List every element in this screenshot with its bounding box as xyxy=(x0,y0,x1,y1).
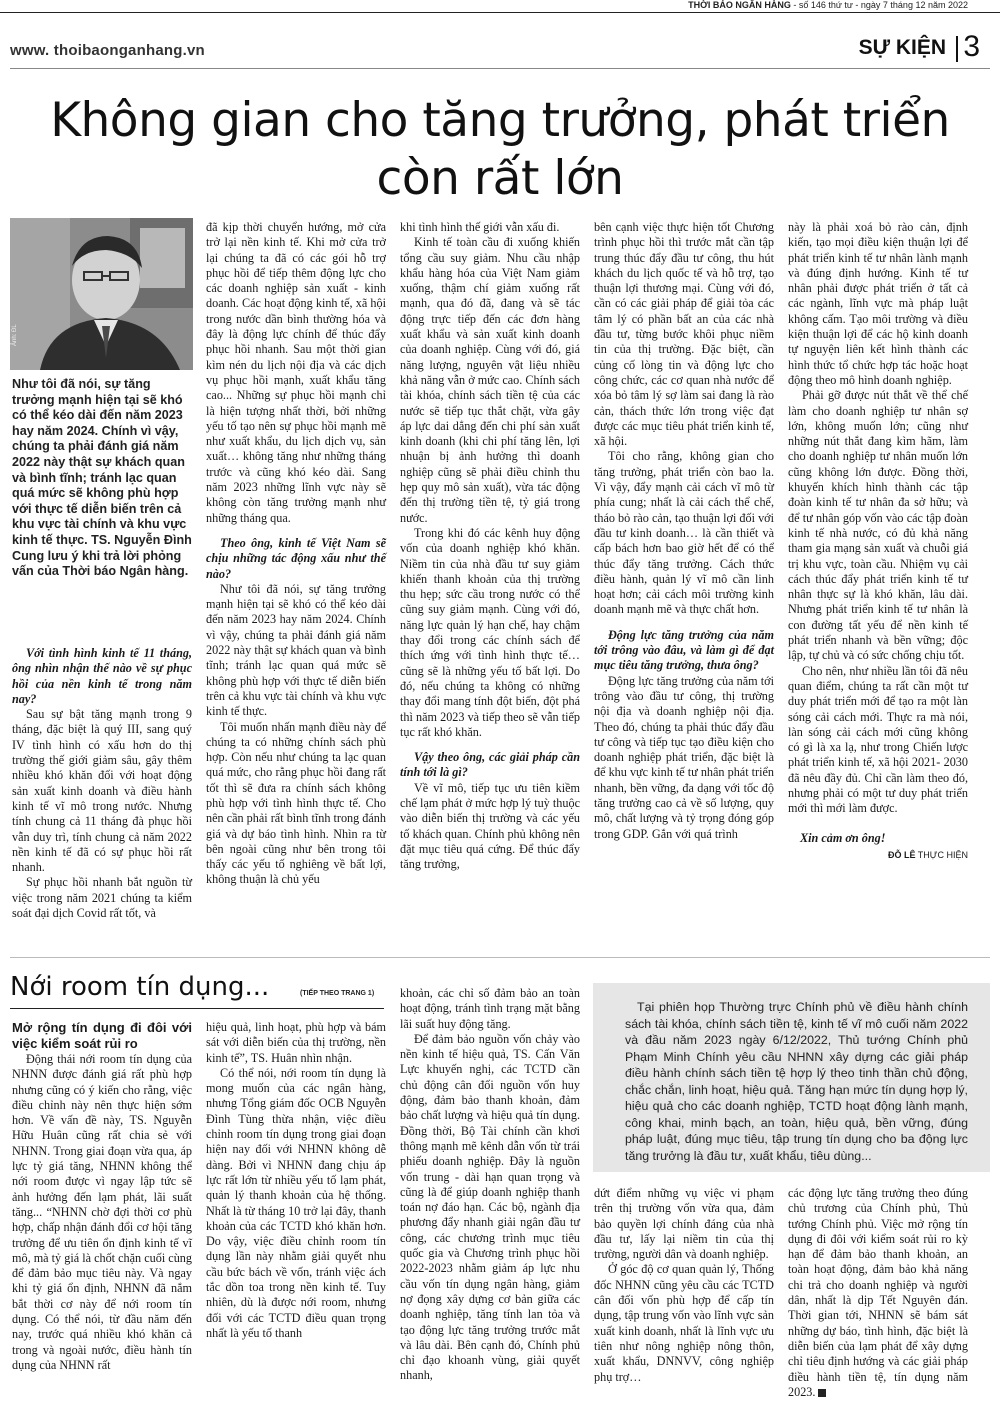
second-article-headline: Nới room tín dụng... xyxy=(10,972,270,1002)
interview-question: Với tình hình kinh tế 11 tháng, ông nhìn nhận thế nào về sự phục hồi của nền kinh tế trong năm nay? xyxy=(12,646,192,706)
body-paragraph: dứt điểm những vụ việc vi phạm trên thị trường vốn vừa qua, đảm bảo quyền lợi chính đáng của nhà đầu tư, lấy lại niềm tin của thị trường, người dân và doanh nghiệp. xyxy=(594,1186,774,1262)
page-number: 3 xyxy=(963,30,980,63)
end-of-article-mark xyxy=(818,1389,826,1397)
section-divider xyxy=(956,36,958,62)
article-column-2 xyxy=(206,220,386,888)
article-headline xyxy=(20,92,980,208)
header-rule xyxy=(10,68,990,69)
section-divider-rule xyxy=(10,957,990,958)
answer-paragraph: Sau sự bật tăng mạnh trong 9 tháng, đặc biệt là quý III, sang quý IV tình hình có xấu hơn do thị trường thế giới giảm sâu, gây thêm nhiều khó khăn đối với hoạt động sản xuất kinh doanh và điều hành kinh tế vĩ mô trong nước. Nhưng tính chung cả 11 tháng đà phục hồi vẫn duy trì, tính chung cả năm 2022 nền kinh tế đã có sự phục hồi rất nhanh. xyxy=(12,707,192,875)
second-article-column-5 xyxy=(788,1186,968,1400)
article-column-3 xyxy=(400,220,580,872)
answer-paragraph: Như tôi đã nói, sự tăng trưởng mạnh hiện tại sẽ khó có thể kéo dài đến năm 2023 hay năm 2024. Chính vì vậy, chúng ta phải đánh giá năm 2022 này thật sự khách quan và bình tĩnh; tránh lạc quan quá mức sẽ không phù hợp với thực tế diễn biến trên cả khu vực tài chính và khu vực kinh tế thực. xyxy=(206,581,386,719)
interview-question: Vậy theo ông, các giải pháp cần tính tới là gì? xyxy=(400,750,580,780)
highlight-box xyxy=(593,983,990,1172)
article-column-4 xyxy=(594,220,774,842)
continued-label: (TIẾP THEO TRANG 1) xyxy=(300,990,375,997)
answer-paragraph: Tôi cho rằng, không gian cho tăng trưởng, phát triển còn bao la. Vì vậy, đẩy mạnh cải cách vĩ mô từ phía cung; nhất là cải cách thể chế, tháo bỏ rào cản, tạo thuận lợi đối với đầu tư kinh doanh… là cần thiết và cấp bách hơn bao giờ hết để có thể thúc đẩy tăng trưởng. Cách thức điều hành, quản lý vĩ mô cần linh hoạt hơn; cải cách môi trường kinh doanh mạnh mẽ và thực chất hơn. xyxy=(594,449,774,617)
body-paragraph: Có thể nói, nới room tín dụng là mong muốn của các ngân hàng, nhưng Tổng giám đốc OCB Nguyễn Đình Tùng thừa nhận, việc điều chỉnh room tín dụng trong giai đoạn hiện nay đối với NHNN không dễ dàng. Bởi vì NHNN đang chịu áp lực rất lớn từ nhiều yếu tố lạm phát, quản lý thanh khoản của hệ thống. Nhất là từ tháng 10 trở lại đây, thanh khoản của các TCTD khó khăn hơn. Do vậy, việc điều chỉnh room tín dụng lần này nhằm giải quyết nhu cầu bức bách về vốn, tránh việc ách tắc dồn toa trong nền kinh tế. Tuy nhiên, dù là được nới room, nhưng đối với các TCTD điều quan trọng nhất là yếu tố thanh xyxy=(206,1065,386,1340)
masthead-strip xyxy=(0,0,1000,14)
byline xyxy=(788,848,968,863)
answer-paragraph: Về vĩ mô, tiếp tục ưu tiên kiềm chế lạm phát ở mức hợp lý tuỳ thuộc vào diễn biến thị trường và các yếu tố khách quan. Chính phủ không nên đặt mục tiêu quá cứng. Để thúc đẩy tăng trưởng, xyxy=(400,780,580,872)
interview-question: Theo ông, kinh tế Việt Nam sẽ chịu những tác động xấu như thế nào? xyxy=(206,535,386,581)
highlight-box-text: Tại phiên họp Thường trực Chính phủ về điều hành chính sách tài khóa, chính sách tiền tệ, kinh tế vĩ mô cuối năm 2022 và đầu năm 2023 ngày 6/12/2022, Thủ tướng Chính phủ Phạm Minh Chính yêu cầu NHNN xây dựng các giải pháp điều hành chính sách tiền tệ hợp lý theo tinh thần chủ động, chắc chắn, linh hoạt, hiệu quả. Tăng hạn mức tín dụng hợp lý, hiệu quả cho các doanh nghiệp, TCTD hoạt động lành mạnh, công khai, minh bạch, an toàn, hiệu quả, bền vững, đúng pháp luật, đúng mục tiêu, tập trung tín dụng cho ba động lực tăng trưởng là đầu tư, xuất khẩu, tiêu dùng... xyxy=(625,1000,968,1163)
issue-date: - số 146 thứ tư - ngày 7 tháng 12 năm 2022 xyxy=(790,0,968,10)
answer-paragraph: này là phải xoá bỏ rào cản, định kiến, tạo mọi điều kiện thuận lợi để phát triển kinh tế tư nhân lành mạnh và đúng định hướng. Kinh tế tư nhân phải được phát triển ở tất cả các ngành, lĩnh vực mà pháp luật không cấm. Tạo môi trường và điều kiện thuận lợi để các hộ kinh doanh tự nguyện liên kết hình thành các hình thức tổ chức hợp tác hoặc hoạt động theo mô hình doanh nghiệp. xyxy=(788,220,968,387)
second-article-column-4 xyxy=(594,1186,774,1385)
answer-paragraph: Kinh tế toàn cầu đi xuống khiến tổng cầu suy giảm. Nhu cầu nhập khẩu hàng hóa của Việt Nam giảm xuống, thậm chí giảm xuống rất mạnh, qua đó đã, đang và sẽ tác động trực tiếp đến các đơn hàng xuất khẩu và sản xuất kinh doanh của doanh nghiệp. Cùng với đó, giá năng lượng, nguyên vật liệu nhiều khả năng vẫn ở mức cao. Chính sách tài khóa, chính sách tiền tệ của các nước sẽ tiếp tục thắt chặt, vừa gây áp lực dai dẳng đến chi phí sản xuất kinh doanh (khi chi phí tăng lên, lợi nhuận bị ảnh hưởng thì doanh nghiệp cũng sẽ phải điều chỉnh thu hẹp quy mô sản xuất), vừa tác động đến thị trường tiền tệ, tỷ giá trong nước. xyxy=(400,235,580,525)
body-paragraph: khoản, các chỉ số đảm bảo an toàn hoạt động, tránh tình trạng mặt bằng lãi suất huy động tăng. xyxy=(400,986,580,1031)
second-article-subhead: Mở rộng tín dụng đi đôi với việc kiểm soát rủi ro xyxy=(12,1020,192,1051)
answer-paragraph: Sự phục hồi nhanh bắt nguồn từ việc trong năm 2021 chúng ta kiểm soát đại dịch Covid rất tốt, và xyxy=(12,875,192,921)
body-paragraph-text: các động lực tăng trưởng theo đúng chủ trương của Chính phủ, Thủ tướng Chính phủ. Việc mở rộng tín dụng đi đôi với kiểm soát rủi ro kỳ hạn để đảm bảo thanh khoản, an toàn hoạt động, đảm bảo khả năng chi trả cho doanh nghiệp và người dân, nhất là dịp Tết Nguyên đán. Thời gian tới, NHNN sẽ bám sát những dự báo, tình hình, đặc biệt là diễn biến của lạm phát để xây dựng chỉ tiêu định hướng và các giải pháp điều hành tiền tệ, tín dụng năm 2023. xyxy=(788,1186,968,1399)
body-paragraph: hiệu quả, linh hoạt, phù hợp và bám sát với diễn biến của thị trường, nền kinh tế”, TS. Huân nhìn nhận. xyxy=(206,1020,386,1065)
second-article-rule xyxy=(10,1008,384,1009)
headline-line-1: Không gian cho tăng trưởng, phát triển xyxy=(50,93,950,148)
answer-paragraph: Tôi muốn nhấn mạnh điều này để chúng ta có những chính sách phù hợp. Còn nếu như chúng ta lạc quan quá mức, cho rằng phục hồi đang rất tốt thì sẽ đưa ra chính sách không phù hợp với tình hình thực tế. Cho nên cần phải rất bình tĩnh trong đánh giá và dự báo tình hình. Nhìn ra từ bên ngoài cũng như bên trong tôi thấy các yếu tố nghiêng về bất lợi, không thuận là chủ yếu xyxy=(206,719,386,887)
interviewee-photo xyxy=(10,218,193,370)
answer-paragraph: Cho nên, như nhiều lần tôi đã nêu quan điểm, chúng ta rất cần một tư duy phát triển mới để tạo ra một làn sóng cải cách mới. Thực ra mà nói, làn sóng cải cách mới cũng không có gì là xa lạ, như trong Chiến lược phát triển kinh tế, xã hội 2021- 2030 đã nêu đầy đủ. Chỉ cần làm theo đó, nhưng phải có một tư duy phát triển mới thì mới làm được. xyxy=(788,663,968,816)
masthead-rule xyxy=(0,12,1000,13)
body-paragraph: Động thái nới room tín dụng của NHNN được đánh giá rất phù hợp nhưng cũng có ý kiến cho rằng, việc điều chỉnh này nên thực hiện sớm hơn. Về vấn đề này, TS. Nguyễn Hữu Huân cũng rất chia sẻ với NHNN. Trong giai đoạn vừa qua, áp lực tỷ giá tăng, NHNN không thể nới room được vì ngay lập tức sẽ ảnh hưởng đến lạm phát, lãi suất tăng... “NHNN chờ đợi thời cơ phù hợp, chấp nhận đánh đổi cơ hội tăng trưởng để ưu tiên ổn định kinh tế vĩ mô, mà tỷ giá là chốt chặn cuối cùng để đảm bảo mục tiêu này. Và ngay khi tỷ giá ổn định, NHNN đã nắm bắt thời cơ này để nới room tín dụng. Có thể nói, từ đầu năm đến nay, trước quá nhiều khó khăn cả trong và ngoài nước, điều hành tín dụng của NHNN rất xyxy=(12,1052,192,1372)
article-column-5 xyxy=(788,220,968,863)
answer-paragraph: bên cạnh việc thực hiện tốt Chương trình phục hồi thì trước mắt cần tập trung thúc đẩy đầu tư công, thu hút khách du lịch quốc tế và hỗ trợ, tạo thuận lợi thương mại. Cùng với đó, cần có các giải pháp để giải tỏa các tâm lý có phần bất an của các nhà đầu tư, từng bước khôi phục niềm tin của thị trường. Đặc biệt, cần củng cố lòng tin và động lực cho công chức, các cơ quan nhà nước để xóa bỏ tâm lý sợ làm sai đang là rào cản, thách thức lớn trong việc đạt được các mục tiêu phát triển kinh tế, xã hội. xyxy=(594,220,774,449)
body-paragraph xyxy=(788,1186,968,1400)
answer-paragraph: Phải gỡ được nút thắt về thể chế làm cho doanh nghiệp tư nhân sợ lớn, không muốn lớn; cũng như những nút thắt đang kìm hãm, làm cho doanh nghiệp tư nhân muốn lớn cũng không lớn được. Đồng thời, khuyến khích hình thành các tập đoàn kinh tế tư nhân đa sở hữu; và để tư nhân góp vốn vào các tập đoàn kinh tế nhà nước, có đủ khả năng tham gia mạng sản xuất và chuỗi giá trị khu vực, toàn cầu. Nhiệm vụ cải cách thúc đẩy phát triển kinh tế tư nhân thực sự là khó khăn, lâu dài. Nhưng phát triển kinh tế tư nhân là con đường tất yếu để nền kinh tế phát triển nhanh và bền vững; độc lập, tự chủ và có sức chống chịu tốt. xyxy=(788,388,968,663)
interview-question: Động lực tăng trưởng của năm tới trông vào đâu, và làm gì để đạt mục tiêu tăng trưởng, thưa ông? xyxy=(594,627,774,673)
answer-paragraph: Trong khi đó các kênh huy động vốn của doanh nghiệp khó khăn. Niềm tin của nhà đầu tư suy giảm khiến thanh khoản của thị trường thu hẹp; sức cầu trong nước có thể cũng suy giảm mạnh. Cùng với đó, năng lực quản lý hạn chế, hay chậm thay đổi trong các chính sách để thích ứng với tình hình thực tế… cũng sẽ là những yếu tố bất lợi. Do đó, nếu chúng ta không có những thay đổi mang tính đột biến, đột phá thì năm 2023 và tiếp theo sẽ vẫn tiếp tục rất khó khăn. xyxy=(400,525,580,739)
issue-info xyxy=(688,0,968,10)
closing-thanks: Xin cảm ơn ông! xyxy=(800,830,886,845)
second-article-column-2 xyxy=(206,1020,386,1341)
article-lead: Như tôi đã nói, sự tăng trưởng mạnh hiện tại sẽ khó có thể kéo dài đến năm 2023 hay năm 2024. Chính vì vậy, chúng ta phải đánh giá năm 2022 này thật sự khách quan và bình tĩnh; tránh lạc quan quá mức sẽ không phù hợp với thực tế diễn biến trên cả khu vực tài chính và khu vực kinh tế thực. TS. Nguyễn Đình Cung lưu ý khi trả lời phỏng vấn của Thời báo Ngân hàng. xyxy=(12,377,192,579)
answer-paragraph: Động lực tăng trưởng của năm tới trông vào đầu tư công, thị trường nội địa và doanh nghiệp nội địa. Theo đó, chúng ta phải thúc đẩy đầu tư công và tiếp tục tạo điều kiện cho doanh nghiệp phát triển, đặc biệt là để khu vực kinh tế tư nhân phát triển nhanh, bền vững, đa dạng với tốc độ tăng trưởng cao cả về số lượng, quy mô, chất lượng và tỷ trọng đóng góp trong GDP. Gắn với quá trình xyxy=(594,673,774,841)
portrait-illustration xyxy=(10,218,193,370)
byline-name: ĐỖ LÊ xyxy=(887,849,916,860)
site-url: www. thoibaonganhang.vn xyxy=(10,42,205,59)
section-name: SỰ KIỆN xyxy=(858,36,946,59)
headline-line-2: còn rất lớn xyxy=(376,151,624,206)
article-column-1 xyxy=(12,636,192,921)
page-header xyxy=(10,28,992,68)
second-article-column-1 xyxy=(12,1020,192,1373)
body-paragraph: Để đảm bảo nguồn vốn chảy vào nền kinh tế hiệu quả, TS. Cấn Văn Lực khuyến nghị, các TCTD cần chủ động cân đối nguồn vốn huy động, đảm bảo thanh khoản, đảm bảo chất lượng và hiệu quả tín dụng. Đồng thời, Bộ Tài chính cần khơi thông mạnh mẽ kênh dẫn vốn từ trái phiếu doanh nghiệp. Đây là nguồn vốn trung - dài hạn quan trọng và cũng là để giúp doanh nghiệp thanh toán nợ đáo hạn. Các bộ, ngành địa phương đẩy nhanh giải ngân đầu tư công, các chương trình mục tiêu quốc gia và Chương trình phục hồi 2022-2023 nhằm giảm áp lực nhu cầu vốn tín dụng ngân hàng, giảm nợ đọng xây dựng cơ bản giữa các doanh nghiệp, tăng tính lan tỏa và tạo động lực tăng trưởng trước mắt và lâu dài. Bên cạnh đó, Chính phủ chỉ đạo khoanh vùng, giải quyết nhanh, xyxy=(400,1031,580,1383)
byline-role: THỰC HIỆN xyxy=(915,849,968,860)
paper-name: THỜI BÁO NGÂN HÀNG xyxy=(688,0,791,10)
answer-paragraph: đã kịp thời chuyển hướng, mở cửa trở lại nền kinh tế. Khi mở cửa trở lại chúng ta đã có các gói hỗ trợ phục hồi để tiếp thêm động lực cho các doanh nghiệp sản xuất - kinh doanh. Các hoạt động kinh tế, xã hội trong nước dần bình thường hóa và đây là động lực chính để thúc đẩy phục hồi nhanh. Sau một thời gian kìm nén du lịch nội địa và các dịch vụ phục hồi mạnh, xuất khẩu tăng cao... Những sự phục hồi mạnh chỉ là hiện tượng nhất thời, bởi những yếu tố tạo nên sự phục hồi mạnh mẽ như xuất khẩu, du lịch dịch vụ, sản xuất… không tăng như những tháng trước và cũng khó kéo dài. Sang năm 2023 những lĩnh vực này sẽ không còn tăng trưởng mạnh như những tháng qua. xyxy=(206,220,386,525)
answer-paragraph: khi tình hình thế giới vẫn xấu đi. xyxy=(400,220,560,234)
second-article-column-3 xyxy=(400,986,580,1384)
photo-credit: Ảnh: ĐL xyxy=(12,324,18,346)
body-paragraph: Ở góc độ cơ quan quản lý, Thống đốc NHNN cũng yêu cầu các TCTD cân đối vốn phù hợp để cấp tín dụng, tập trung vốn vào lĩnh vực sản xuất kinh doanh, nhất là lĩnh vực ưu tiên như nông nghiệp nông thôn, xuất khẩu, DNNVV, công nghiệp phụ trợ… xyxy=(594,1262,774,1384)
